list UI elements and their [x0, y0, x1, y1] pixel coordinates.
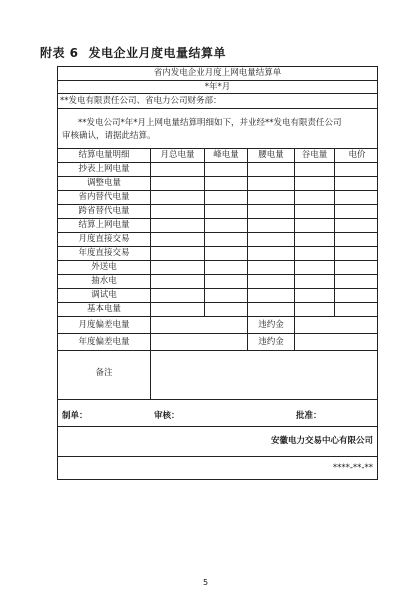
value-cell — [151, 261, 204, 274]
row-label: 年度直接交易 — [78, 248, 130, 259]
remarks-row — [58, 348, 377, 400]
value-cell — [205, 163, 247, 176]
value-cell — [248, 163, 294, 176]
value-cell — [205, 177, 247, 190]
table-row — [58, 303, 377, 317]
value-cell — [205, 233, 247, 246]
grid-column-header: 月总电量 — [160, 150, 195, 161]
row-label: 跨省替代电量 — [78, 206, 130, 217]
value-cell — [151, 289, 204, 302]
value-cell — [248, 303, 294, 316]
deviation-value-cell — [151, 317, 247, 333]
remarks-field — [151, 348, 377, 399]
value-cell — [248, 177, 294, 190]
value-cell — [205, 289, 247, 302]
value-cell — [248, 247, 294, 260]
prepared-by-label: 制单： — [62, 411, 88, 421]
value-cell — [151, 177, 204, 190]
remarks-label: 备注 — [95, 368, 113, 379]
value-cell — [295, 289, 334, 302]
value-cell — [205, 205, 247, 218]
intro-row — [58, 109, 377, 149]
table-row — [58, 219, 377, 233]
grid-column-header: 谷电量 — [301, 150, 328, 161]
row-label: 调整电量 — [86, 178, 121, 189]
table-row — [58, 261, 377, 275]
value-cell — [151, 303, 204, 316]
value-cell — [295, 233, 334, 246]
row-label: 调试电 — [91, 290, 117, 301]
value-cell — [248, 261, 294, 274]
intro-line-1: **发电公司*年*月上网电量结算明细如下，并业经**发电有限责任公司 — [78, 118, 342, 128]
value-cell — [295, 191, 334, 204]
grid-column-header: 结算电量明细 — [78, 150, 130, 161]
value-cell — [295, 261, 334, 274]
value-cell — [335, 233, 379, 246]
appendix-label: 附表 6 — [40, 46, 79, 60]
value-cell — [335, 261, 379, 274]
value-cell — [335, 275, 379, 288]
reviewed-by-label: 审核： — [154, 411, 180, 421]
value-cell — [248, 191, 294, 204]
deviation-row — [58, 317, 377, 334]
row-label: 省内替代电量 — [78, 192, 130, 203]
grid-column-header: 峰电量 — [213, 150, 239, 161]
signature-row — [58, 400, 377, 427]
page-number: 5 — [202, 578, 209, 587]
intro-line-2: 审核确认，请据此结算。 — [62, 131, 156, 141]
form-addressee: **发电有限责任公司、省电力公司财务部： — [60, 95, 222, 106]
value-cell — [295, 247, 334, 260]
approved-by-label: 批准： — [296, 411, 322, 421]
value-cell — [151, 275, 204, 288]
value-cell — [205, 275, 247, 288]
value-cell — [335, 163, 379, 176]
value-cell — [248, 289, 294, 302]
value-cell — [248, 275, 294, 288]
value-cell — [151, 205, 204, 218]
deviation-label: 年度偏差电量 — [78, 336, 130, 347]
value-cell — [205, 261, 247, 274]
value-cell — [295, 205, 334, 218]
table-row — [58, 163, 377, 177]
table-row — [58, 275, 377, 289]
grid-header-row — [58, 149, 377, 163]
value-cell — [248, 219, 294, 232]
issue-date: ****-**-** — [332, 462, 373, 473]
settlement-form — [57, 66, 378, 480]
row-label: 月度直接交易 — [78, 234, 130, 245]
value-cell — [205, 191, 247, 204]
value-cell — [335, 219, 379, 232]
value-cell — [205, 247, 247, 260]
row-label: 抄表上网电量 — [78, 164, 130, 175]
period-row — [58, 81, 377, 94]
row-label: 基本电量 — [86, 304, 121, 315]
value-cell — [335, 205, 379, 218]
value-cell — [151, 163, 204, 176]
value-cell — [335, 191, 379, 204]
penalty-value-cell — [295, 317, 379, 333]
value-cell — [205, 219, 247, 232]
value-cell — [335, 177, 379, 190]
value-cell — [248, 205, 294, 218]
appendix-heading — [40, 44, 226, 61]
table-row — [58, 247, 377, 261]
date-row — [58, 457, 377, 479]
grid-column-header: 电价 — [348, 150, 366, 161]
penalty-label: 违约金 — [258, 319, 284, 330]
table-row — [58, 205, 377, 219]
value-cell — [151, 233, 204, 246]
value-cell — [295, 163, 334, 176]
issuer-row — [58, 427, 377, 457]
table-row — [58, 289, 377, 303]
form-title: 省内发电企业月度上网电量结算单 — [153, 68, 282, 79]
value-cell — [295, 303, 334, 316]
value-cell — [295, 219, 334, 232]
form-period: *年*月 — [204, 81, 231, 92]
issuer-name: 安徽电力交易中心有限公司 — [270, 436, 373, 447]
deviation-label: 月度偏差电量 — [78, 319, 130, 330]
value-cell — [295, 275, 334, 288]
addressee-row — [58, 94, 377, 109]
value-cell — [295, 177, 334, 190]
intro-paragraph — [62, 117, 373, 143]
value-cell — [151, 219, 204, 232]
row-label: 结算上网电量 — [78, 220, 130, 231]
row-label: 抽水电 — [91, 276, 117, 287]
value-cell — [205, 303, 247, 316]
table-row — [58, 191, 377, 205]
value-cell — [335, 303, 379, 316]
table-row — [58, 177, 377, 191]
value-cell — [151, 247, 204, 260]
grid-column-header: 腰电量 — [258, 150, 284, 161]
row-label: 外送电 — [91, 262, 117, 273]
value-cell — [248, 233, 294, 246]
value-cell — [151, 191, 204, 204]
appendix-title: 发电企业月度电量结算单 — [88, 46, 227, 60]
value-cell — [335, 247, 379, 260]
table-row — [58, 233, 377, 247]
penalty-label: 违约金 — [258, 336, 284, 347]
value-cell — [335, 289, 379, 302]
form-title-row — [58, 67, 377, 81]
